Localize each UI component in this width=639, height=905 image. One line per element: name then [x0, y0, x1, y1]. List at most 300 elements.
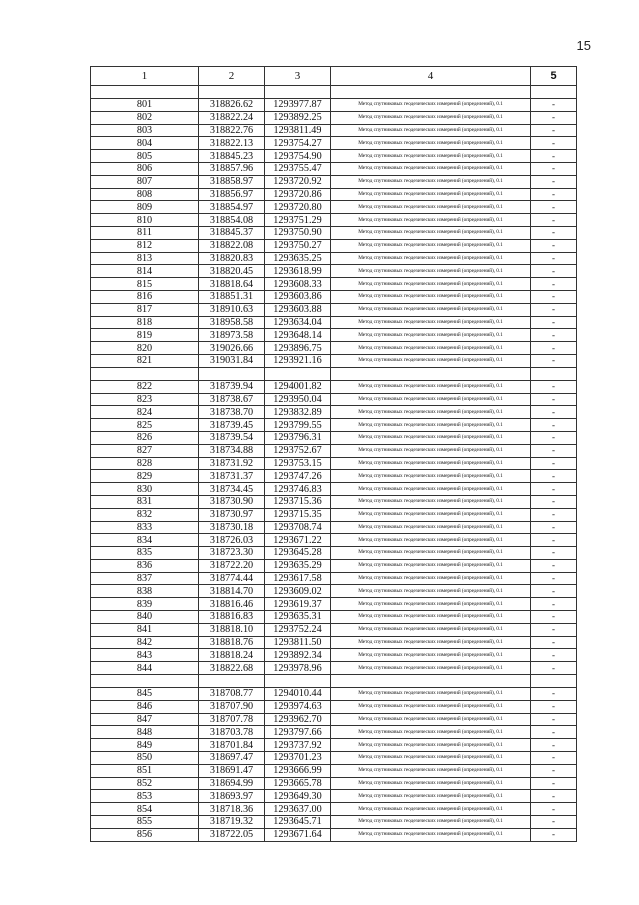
description-cell: - [531, 726, 577, 739]
description-cell: - [531, 201, 577, 214]
y-coordinate-cell: 1293608.33 [265, 278, 331, 291]
method-cell: Метод спутниковых геодезических измерений (определений), 0.1 [331, 201, 531, 214]
table-row [91, 252, 577, 265]
point-number-cell: 830 [91, 483, 199, 496]
y-coordinate-cell: 1293950.04 [265, 393, 331, 406]
y-coordinate-cell: 1293978.96 [265, 662, 331, 675]
description-cell: - [531, 162, 577, 175]
table-row [91, 764, 577, 777]
table-row [91, 188, 577, 201]
table-row [91, 636, 577, 649]
description-cell: - [531, 752, 577, 765]
x-coordinate-cell: 318739.54 [199, 431, 265, 444]
separator-cell [91, 675, 199, 688]
x-coordinate-cell: 318722.05 [199, 828, 265, 841]
method-cell: Метод спутниковых геодезических измерений (определений), 0.1 [331, 508, 531, 521]
page-number: 15 [576, 38, 591, 53]
x-coordinate-cell: 318730.97 [199, 508, 265, 521]
x-coordinate-cell: 318734.45 [199, 483, 265, 496]
description-cell: - [531, 739, 577, 752]
point-number-cell: 829 [91, 470, 199, 483]
x-coordinate-cell: 318820.83 [199, 252, 265, 265]
method-cell: Метод спутниковых геодезических измерений (определений), 0.1 [331, 188, 531, 201]
table-row [91, 303, 577, 316]
point-number-cell: 840 [91, 611, 199, 624]
x-coordinate-cell: 318731.37 [199, 470, 265, 483]
description-cell: - [531, 239, 577, 252]
table-row [91, 354, 577, 367]
separator-cell [331, 675, 531, 688]
separator-cell [265, 367, 331, 380]
table-row [91, 816, 577, 829]
table-row [91, 150, 577, 163]
point-number-cell: 808 [91, 188, 199, 201]
y-coordinate-cell: 1294010.44 [265, 688, 331, 701]
table-row [91, 380, 577, 393]
description-cell: - [531, 636, 577, 649]
y-coordinate-cell: 1293617.58 [265, 572, 331, 585]
table-row [91, 470, 577, 483]
description-cell: - [531, 649, 577, 662]
point-number-cell: 806 [91, 162, 199, 175]
description-cell: - [531, 572, 577, 585]
method-cell: Метод спутниковых геодезических измерений (определений), 0.1 [331, 495, 531, 508]
y-coordinate-cell: 1293896.75 [265, 342, 331, 355]
description-cell: - [531, 265, 577, 278]
header-row [91, 67, 577, 86]
x-coordinate-cell: 318854.08 [199, 214, 265, 227]
x-coordinate-cell: 318816.83 [199, 611, 265, 624]
description-cell: - [531, 457, 577, 470]
point-number-cell: 815 [91, 278, 199, 291]
table-row [91, 175, 577, 188]
method-cell: Метод спутниковых геодезических измерений (определений), 0.1 [331, 828, 531, 841]
method-cell: Метод спутниковых геодезических измерений (определений), 0.1 [331, 777, 531, 790]
table-row [91, 534, 577, 547]
table-row [91, 329, 577, 342]
x-coordinate-cell: 318851.31 [199, 290, 265, 303]
description-cell: - [531, 547, 577, 560]
point-number-cell: 836 [91, 559, 199, 572]
x-coordinate-cell: 318910.63 [199, 303, 265, 316]
method-cell: Метод спутниковых геодезических измерений (определений), 0.1 [331, 470, 531, 483]
description-cell: - [531, 354, 577, 367]
point-number-cell: 821 [91, 354, 199, 367]
separator-cell [265, 675, 331, 688]
y-coordinate-cell: 1293977.87 [265, 99, 331, 112]
header-col-3: 3 [265, 67, 331, 86]
description-cell: - [531, 521, 577, 534]
y-coordinate-cell: 1293752.24 [265, 623, 331, 636]
point-number-cell: 851 [91, 764, 199, 777]
y-coordinate-cell: 1293796.31 [265, 431, 331, 444]
description-cell: - [531, 188, 577, 201]
y-coordinate-cell: 1293634.04 [265, 316, 331, 329]
y-coordinate-cell: 1293619.37 [265, 598, 331, 611]
y-coordinate-cell: 1293962.70 [265, 713, 331, 726]
description-cell: - [531, 290, 577, 303]
method-cell: Метод спутниковых геодезических измерений (определений), 0.1 [331, 572, 531, 585]
y-coordinate-cell: 1293892.25 [265, 111, 331, 124]
x-coordinate-cell: 318856.97 [199, 188, 265, 201]
point-number-cell: 805 [91, 150, 199, 163]
y-coordinate-cell: 1293666.99 [265, 764, 331, 777]
description-cell: - [531, 431, 577, 444]
y-coordinate-cell: 1293747.26 [265, 470, 331, 483]
method-cell: Метод спутниковых геодезических измерений (определений), 0.1 [331, 137, 531, 150]
method-cell: Метод спутниковых геодезических измерений (определений), 0.1 [331, 457, 531, 470]
x-coordinate-cell: 318739.45 [199, 419, 265, 432]
method-cell: Метод спутниковых геодезических измерений (определений), 0.1 [331, 162, 531, 175]
description-cell: - [531, 406, 577, 419]
group-separator-row [91, 86, 577, 99]
point-number-cell: 822 [91, 380, 199, 393]
y-coordinate-cell: 1293974.63 [265, 700, 331, 713]
header-col-1: 1 [91, 67, 199, 86]
method-cell: Метод спутниковых геодезических измерений (определений), 0.1 [331, 623, 531, 636]
description-cell: - [531, 777, 577, 790]
description-cell: - [531, 495, 577, 508]
method-cell: Метод спутниковых геодезических измерений (определений), 0.1 [331, 803, 531, 816]
point-number-cell: 825 [91, 419, 199, 432]
table-row [91, 662, 577, 675]
method-cell: Метод спутниковых геодезических измерений (определений), 0.1 [331, 790, 531, 803]
separator-cell [199, 367, 265, 380]
table-row [91, 828, 577, 841]
x-coordinate-cell: 318818.76 [199, 636, 265, 649]
description-cell: - [531, 598, 577, 611]
y-coordinate-cell: 1293665.78 [265, 777, 331, 790]
point-number-cell: 823 [91, 393, 199, 406]
y-coordinate-cell: 1293799.55 [265, 419, 331, 432]
description-cell: - [531, 316, 577, 329]
x-coordinate-cell: 318822.24 [199, 111, 265, 124]
point-number-cell: 837 [91, 572, 199, 585]
method-cell: Метод спутниковых геодезических измерений (определений), 0.1 [331, 393, 531, 406]
method-cell: Метод спутниковых геодезических измерений (определений), 0.1 [331, 354, 531, 367]
description-cell: - [531, 214, 577, 227]
x-coordinate-cell: 318718.36 [199, 803, 265, 816]
point-number-cell: 849 [91, 739, 199, 752]
coordinates-table-body [91, 67, 577, 842]
separator-cell [531, 86, 577, 99]
y-coordinate-cell: 1293645.28 [265, 547, 331, 560]
table-row [91, 790, 577, 803]
group-separator-row [91, 675, 577, 688]
point-number-cell: 852 [91, 777, 199, 790]
method-cell: Метод спутниковых геодезических измерений (определений), 0.1 [331, 816, 531, 829]
y-coordinate-cell: 1293755.47 [265, 162, 331, 175]
description-cell: - [531, 226, 577, 239]
table-row [91, 342, 577, 355]
y-coordinate-cell: 1293618.99 [265, 265, 331, 278]
y-coordinate-cell: 1293648.14 [265, 329, 331, 342]
point-number-cell: 826 [91, 431, 199, 444]
table-row [91, 739, 577, 752]
point-number-cell: 846 [91, 700, 199, 713]
method-cell: Метод спутниковых геодезических измерений (определений), 0.1 [331, 303, 531, 316]
table-row [91, 239, 577, 252]
point-number-cell: 832 [91, 508, 199, 521]
method-cell: Метод спутниковых геодезических измерений (определений), 0.1 [331, 175, 531, 188]
x-coordinate-cell: 318694.99 [199, 777, 265, 790]
y-coordinate-cell: 1293603.88 [265, 303, 331, 316]
table-row [91, 111, 577, 124]
x-coordinate-cell: 318818.24 [199, 649, 265, 662]
header-col-4: 4 [331, 67, 531, 86]
point-number-cell: 814 [91, 265, 199, 278]
table-row [91, 649, 577, 662]
description-cell: - [531, 470, 577, 483]
point-number-cell: 816 [91, 290, 199, 303]
method-cell: Метод спутниковых геодезических измерений (определений), 0.1 [331, 752, 531, 765]
y-coordinate-cell: 1293635.25 [265, 252, 331, 265]
description-cell: - [531, 124, 577, 137]
y-coordinate-cell: 1293753.15 [265, 457, 331, 470]
point-number-cell: 803 [91, 124, 199, 137]
table-row [91, 214, 577, 227]
method-cell: Метод спутниковых геодезических измерений (определений), 0.1 [331, 239, 531, 252]
y-coordinate-cell: 1293892.34 [265, 649, 331, 662]
x-coordinate-cell: 318701.84 [199, 739, 265, 752]
x-coordinate-cell: 318722.20 [199, 559, 265, 572]
point-number-cell: 834 [91, 534, 199, 547]
method-cell: Метод спутниковых геодезических измерений (определений), 0.1 [331, 483, 531, 496]
method-cell: Метод спутниковых геодезических измерений (определений), 0.1 [331, 290, 531, 303]
table-row [91, 124, 577, 137]
description-cell: - [531, 111, 577, 124]
x-coordinate-cell: 318818.10 [199, 623, 265, 636]
point-number-cell: 850 [91, 752, 199, 765]
y-coordinate-cell: 1293635.31 [265, 611, 331, 624]
x-coordinate-cell: 318814.70 [199, 585, 265, 598]
y-coordinate-cell: 1293708.74 [265, 521, 331, 534]
y-coordinate-cell: 1293720.86 [265, 188, 331, 201]
point-number-cell: 854 [91, 803, 199, 816]
x-coordinate-cell: 318816.46 [199, 598, 265, 611]
point-number-cell: 847 [91, 713, 199, 726]
table-row [91, 457, 577, 470]
separator-cell [265, 86, 331, 99]
table-row [91, 483, 577, 496]
method-cell: Метод спутниковых геодезических измерений (определений), 0.1 [331, 252, 531, 265]
point-number-cell: 824 [91, 406, 199, 419]
table-row [91, 585, 577, 598]
x-coordinate-cell: 318820.45 [199, 265, 265, 278]
y-coordinate-cell: 1293701.23 [265, 752, 331, 765]
point-number-cell: 818 [91, 316, 199, 329]
method-cell: Метод спутниковых геодезических измерений (определений), 0.1 [331, 278, 531, 291]
point-number-cell: 845 [91, 688, 199, 701]
x-coordinate-cell: 318973.58 [199, 329, 265, 342]
table-row [91, 495, 577, 508]
method-cell: Метод спутниковых геодезических измерений (определений), 0.1 [331, 316, 531, 329]
point-number-cell: 835 [91, 547, 199, 560]
y-coordinate-cell: 1293750.90 [265, 226, 331, 239]
y-coordinate-cell: 1293715.35 [265, 508, 331, 521]
x-coordinate-cell: 318738.70 [199, 406, 265, 419]
x-coordinate-cell: 318738.67 [199, 393, 265, 406]
table-row [91, 137, 577, 150]
table-row [91, 406, 577, 419]
x-coordinate-cell: 318818.64 [199, 278, 265, 291]
method-cell: Метод спутниковых геодезических измерений (определений), 0.1 [331, 611, 531, 624]
x-coordinate-cell: 318822.13 [199, 137, 265, 150]
separator-cell [531, 675, 577, 688]
y-coordinate-cell: 1293752.67 [265, 444, 331, 457]
description-cell: - [531, 508, 577, 521]
point-number-cell: 809 [91, 201, 199, 214]
header-col-5: 5 [531, 67, 577, 86]
y-coordinate-cell: 1293751.29 [265, 214, 331, 227]
method-cell: Метод спутниковых геодезических измерений (определений), 0.1 [331, 150, 531, 163]
coordinates-table [90, 66, 577, 842]
table-row [91, 419, 577, 432]
y-coordinate-cell: 1293603.86 [265, 290, 331, 303]
separator-cell [531, 367, 577, 380]
x-coordinate-cell: 319031.84 [199, 354, 265, 367]
description-cell: - [531, 483, 577, 496]
y-coordinate-cell: 1293754.90 [265, 150, 331, 163]
table-row [91, 444, 577, 457]
x-coordinate-cell: 318723.30 [199, 547, 265, 560]
x-coordinate-cell: 319026.66 [199, 342, 265, 355]
point-number-cell: 810 [91, 214, 199, 227]
table-row [91, 265, 577, 278]
y-coordinate-cell: 1293645.71 [265, 816, 331, 829]
description-cell: - [531, 252, 577, 265]
x-coordinate-cell: 318719.32 [199, 816, 265, 829]
method-cell: Метод спутниковых геодезических измерений (определений), 0.1 [331, 559, 531, 572]
x-coordinate-cell: 318691.47 [199, 764, 265, 777]
description-cell: - [531, 419, 577, 432]
table-row [91, 278, 577, 291]
table-row [91, 713, 577, 726]
point-number-cell: 817 [91, 303, 199, 316]
description-cell: - [531, 713, 577, 726]
method-cell: Метод спутниковых геодезических измерений (определений), 0.1 [331, 99, 531, 112]
point-number-cell: 839 [91, 598, 199, 611]
table-row [91, 611, 577, 624]
point-number-cell: 842 [91, 636, 199, 649]
table-row [91, 393, 577, 406]
y-coordinate-cell: 1293811.49 [265, 124, 331, 137]
table-row [91, 623, 577, 636]
method-cell: Метод спутниковых геодезических измерений (определений), 0.1 [331, 585, 531, 598]
separator-cell [199, 675, 265, 688]
y-coordinate-cell: 1293797.66 [265, 726, 331, 739]
y-coordinate-cell: 1293720.80 [265, 201, 331, 214]
separator-cell [331, 86, 531, 99]
point-number-cell: 807 [91, 175, 199, 188]
x-coordinate-cell: 318731.92 [199, 457, 265, 470]
x-coordinate-cell: 318845.23 [199, 150, 265, 163]
point-number-cell: 843 [91, 649, 199, 662]
x-coordinate-cell: 318707.78 [199, 713, 265, 726]
table-row [91, 226, 577, 239]
x-coordinate-cell: 318822.08 [199, 239, 265, 252]
description-cell: - [531, 329, 577, 342]
y-coordinate-cell: 1293609.02 [265, 585, 331, 598]
method-cell: Метод спутниковых геодезических измерений (определений), 0.1 [331, 547, 531, 560]
table-row [91, 700, 577, 713]
description-cell: - [531, 764, 577, 777]
x-coordinate-cell: 318845.37 [199, 226, 265, 239]
x-coordinate-cell: 318734.88 [199, 444, 265, 457]
x-coordinate-cell: 318739.94 [199, 380, 265, 393]
method-cell: Метод спутниковых геодезических измерений (определений), 0.1 [331, 431, 531, 444]
table-row [91, 803, 577, 816]
point-number-cell: 855 [91, 816, 199, 829]
method-cell: Метод спутниковых геодезических измерений (определений), 0.1 [331, 111, 531, 124]
method-cell: Метод спутниковых геодезических измерений (определений), 0.1 [331, 406, 531, 419]
point-number-cell: 804 [91, 137, 199, 150]
point-number-cell: 827 [91, 444, 199, 457]
point-number-cell: 833 [91, 521, 199, 534]
description-cell: - [531, 623, 577, 636]
point-number-cell: 813 [91, 252, 199, 265]
x-coordinate-cell: 318730.90 [199, 495, 265, 508]
method-cell: Метод спутниковых геодезических измерений (определений), 0.1 [331, 419, 531, 432]
method-cell: Метод спутниковых геодезических измерений (определений), 0.1 [331, 521, 531, 534]
x-coordinate-cell: 318857.96 [199, 162, 265, 175]
method-cell: Метод спутниковых геодезических измерений (определений), 0.1 [331, 662, 531, 675]
point-number-cell: 853 [91, 790, 199, 803]
method-cell: Метод спутниковых геодезических измерений (определений), 0.1 [331, 700, 531, 713]
point-number-cell: 812 [91, 239, 199, 252]
x-coordinate-cell: 318726.03 [199, 534, 265, 547]
description-cell: - [531, 700, 577, 713]
y-coordinate-cell: 1293832.89 [265, 406, 331, 419]
y-coordinate-cell: 1293746.83 [265, 483, 331, 496]
point-number-cell: 819 [91, 329, 199, 342]
separator-cell [91, 86, 199, 99]
y-coordinate-cell: 1293715.36 [265, 495, 331, 508]
point-number-cell: 838 [91, 585, 199, 598]
description-cell: - [531, 444, 577, 457]
method-cell: Метод спутниковых геодезических измерений (определений), 0.1 [331, 342, 531, 355]
method-cell: Метод спутниковых геодезических измерений (определений), 0.1 [331, 649, 531, 662]
y-coordinate-cell: 1293671.64 [265, 828, 331, 841]
method-cell: Метод спутниковых геодезических измерений (определений), 0.1 [331, 713, 531, 726]
description-cell: - [531, 99, 577, 112]
table-row [91, 316, 577, 329]
point-number-cell: 831 [91, 495, 199, 508]
x-coordinate-cell: 318826.62 [199, 99, 265, 112]
table-row [91, 726, 577, 739]
point-number-cell: 811 [91, 226, 199, 239]
x-coordinate-cell: 318697.47 [199, 752, 265, 765]
x-coordinate-cell: 318858.97 [199, 175, 265, 188]
description-cell: - [531, 175, 577, 188]
description-cell: - [531, 380, 577, 393]
x-coordinate-cell: 318703.78 [199, 726, 265, 739]
method-cell: Метод спутниковых геодезических измерений (определений), 0.1 [331, 214, 531, 227]
separator-cell [199, 86, 265, 99]
table-row [91, 547, 577, 560]
method-cell: Метод спутниковых геодезических измерений (определений), 0.1 [331, 444, 531, 457]
point-number-cell: 802 [91, 111, 199, 124]
point-number-cell: 841 [91, 623, 199, 636]
table-row [91, 688, 577, 701]
description-cell: - [531, 828, 577, 841]
x-coordinate-cell: 318707.90 [199, 700, 265, 713]
point-number-cell: 844 [91, 662, 199, 675]
method-cell: Метод спутниковых геодезических измерений (определений), 0.1 [331, 534, 531, 547]
point-number-cell: 820 [91, 342, 199, 355]
description-cell: - [531, 534, 577, 547]
description-cell: - [531, 303, 577, 316]
